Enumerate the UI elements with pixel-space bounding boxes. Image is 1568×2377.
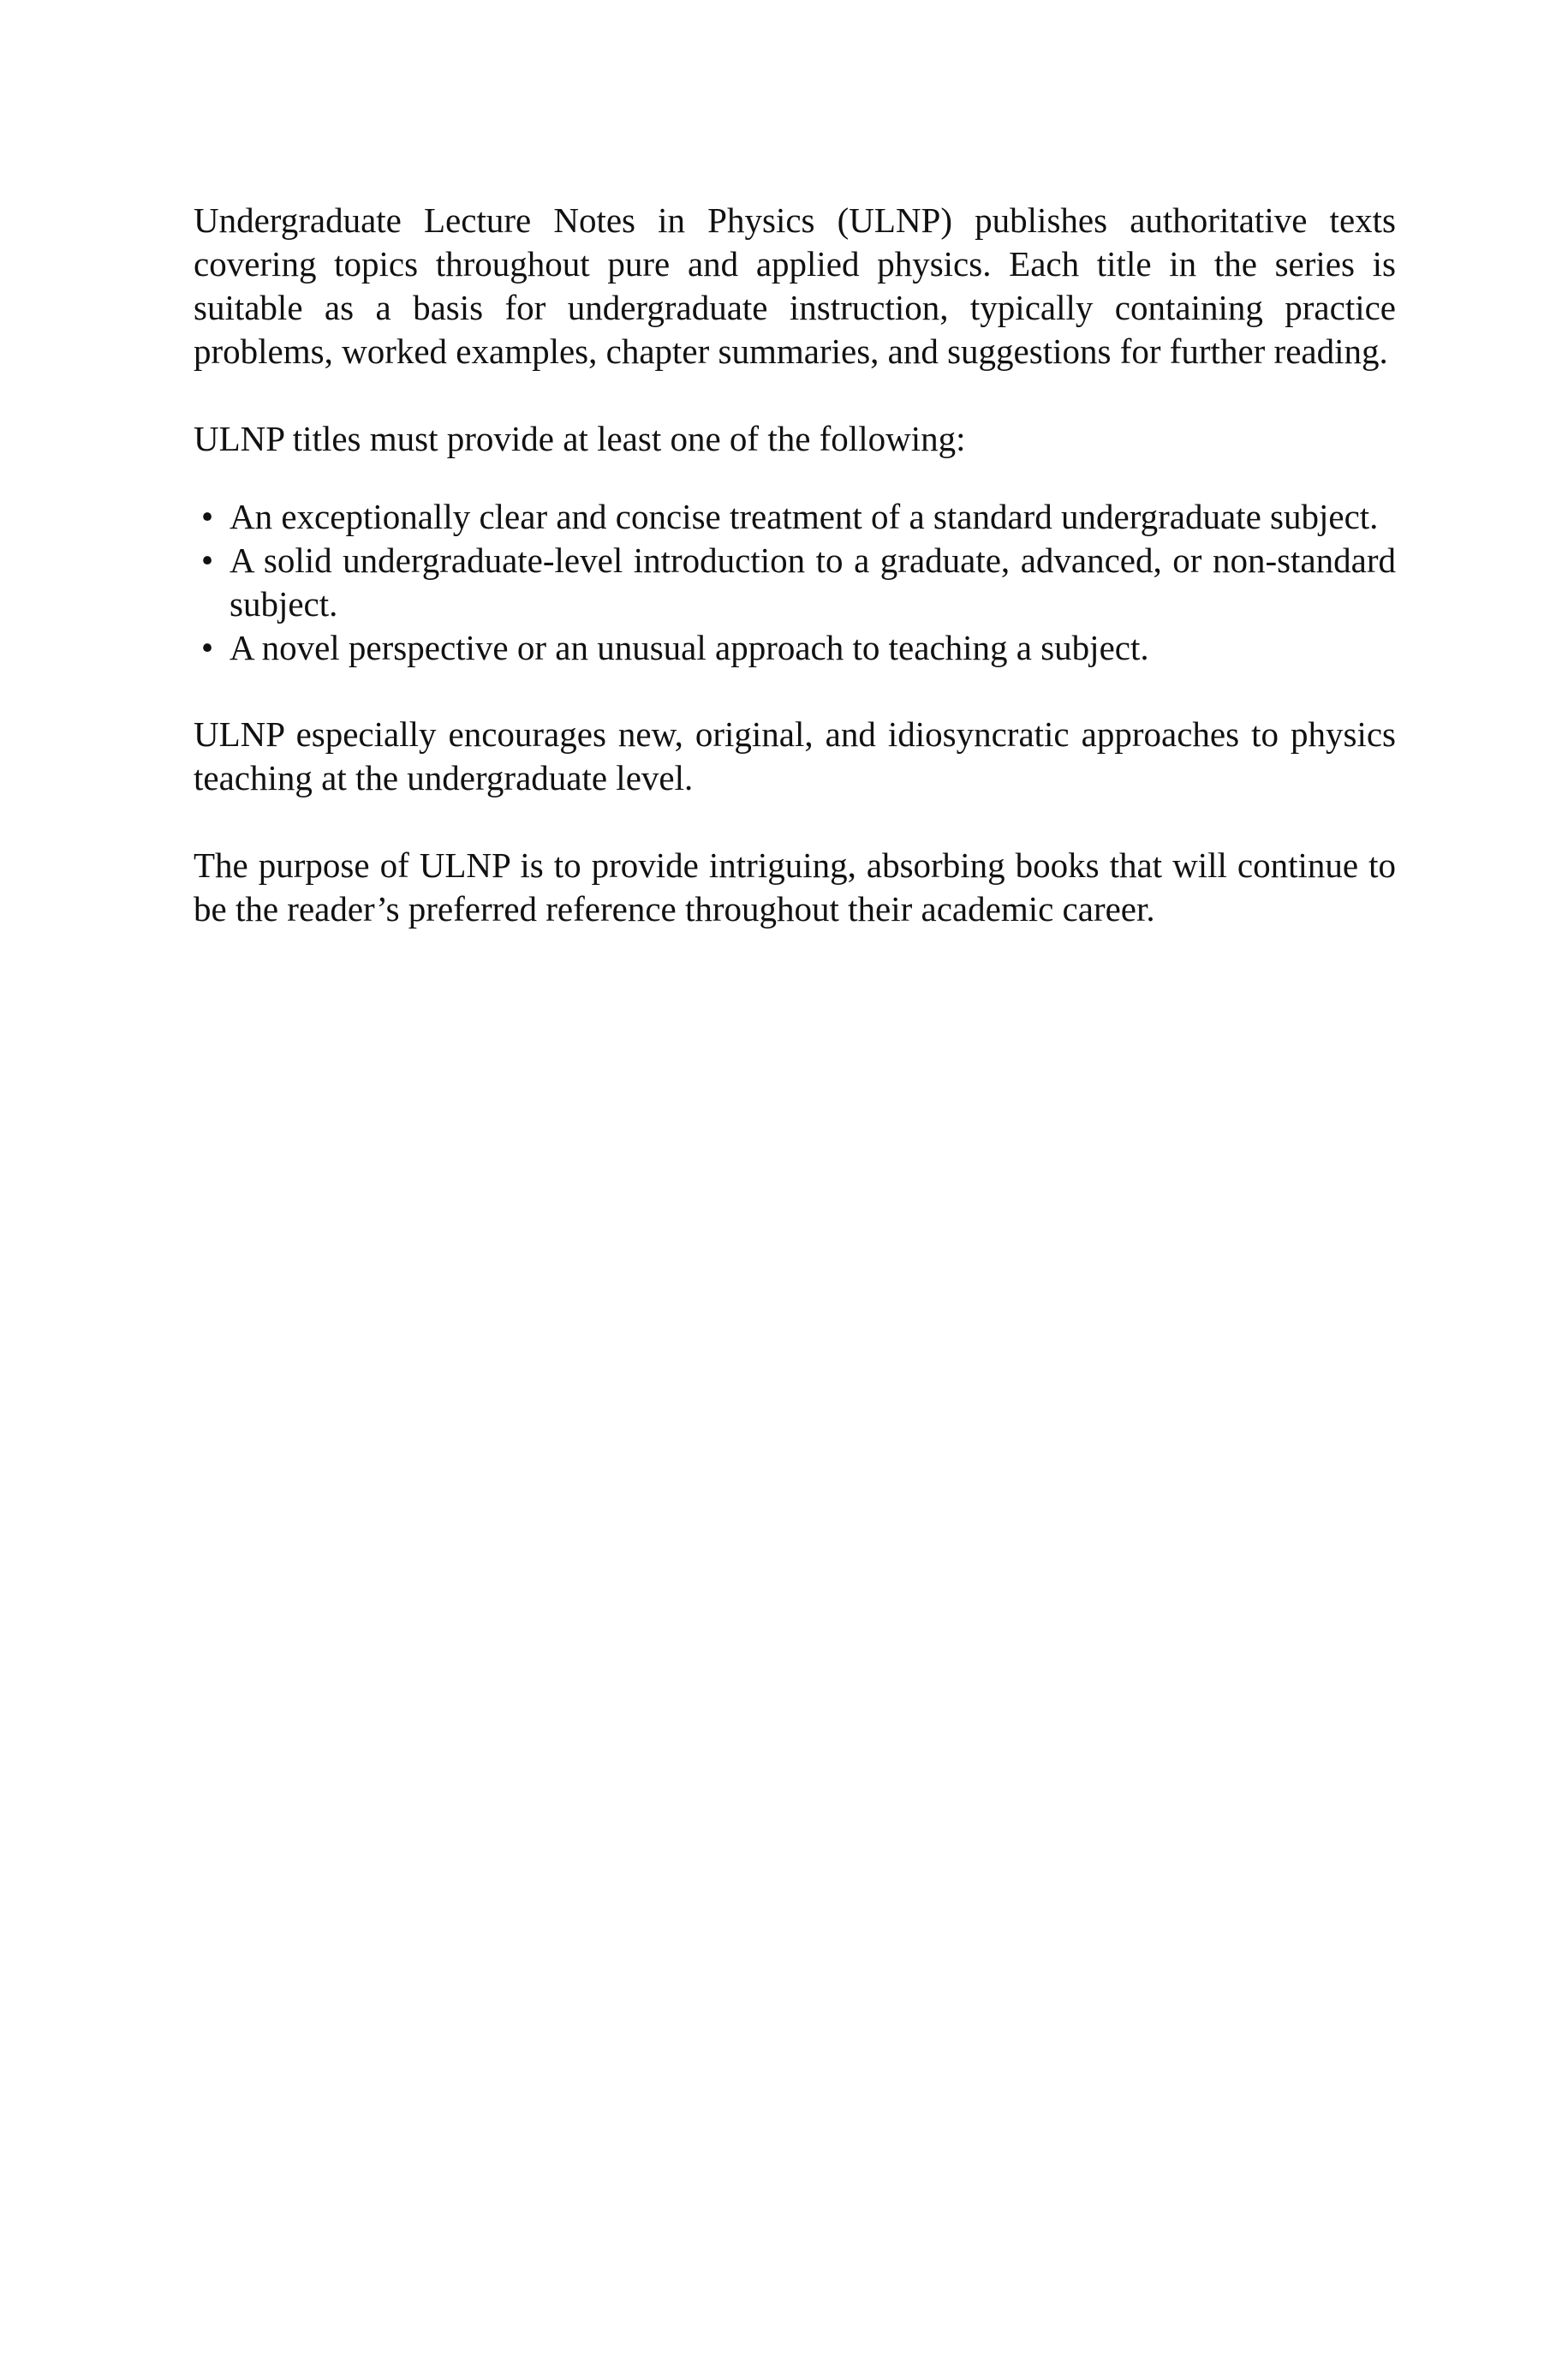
- requirements-list: [194, 495, 1396, 670]
- list-item: [194, 626, 1396, 670]
- list-item: [194, 539, 1396, 626]
- bullet-icon: •: [200, 497, 214, 536]
- requirements-lead: ULNP titles must provide at least one of the following:: [194, 419, 966, 458]
- list-item-text: A novel perspective or an unusual approach to teaching a subject.: [230, 628, 1149, 667]
- list-item-text: An exceptionally clear and concise treatment of a standard undergraduate subject.: [230, 497, 1379, 536]
- bullet-icon: •: [200, 628, 214, 667]
- intro-paragraph: Undergraduate Lecture Notes in Physics (ULNP) publishes authoritative texts covering topics throughout pure and applied physics. Each title in the series is suitable as a basis for undergraduate instruction, typically containing practice problems, worked examples, chapter summaries, and suggestions for further reading.: [194, 200, 1396, 371]
- bullet-icon: •: [200, 540, 214, 580]
- encouragement-paragraph: ULNP especially encourages new, original, and idiosyncratic approaches to physics teaching at the undergraduate level.: [194, 714, 1396, 797]
- purpose-paragraph: The purpose of ULNP is to provide intriguing, absorbing books that will continue to be the reader’s preferred reference throughout their academic career.: [194, 845, 1396, 929]
- list-item: [194, 495, 1396, 539]
- series-description-page: [194, 199, 1396, 931]
- list-item-text: A solid undergraduate-level introduction to a graduate, advanced, or non-standard subject.: [230, 540, 1396, 624]
